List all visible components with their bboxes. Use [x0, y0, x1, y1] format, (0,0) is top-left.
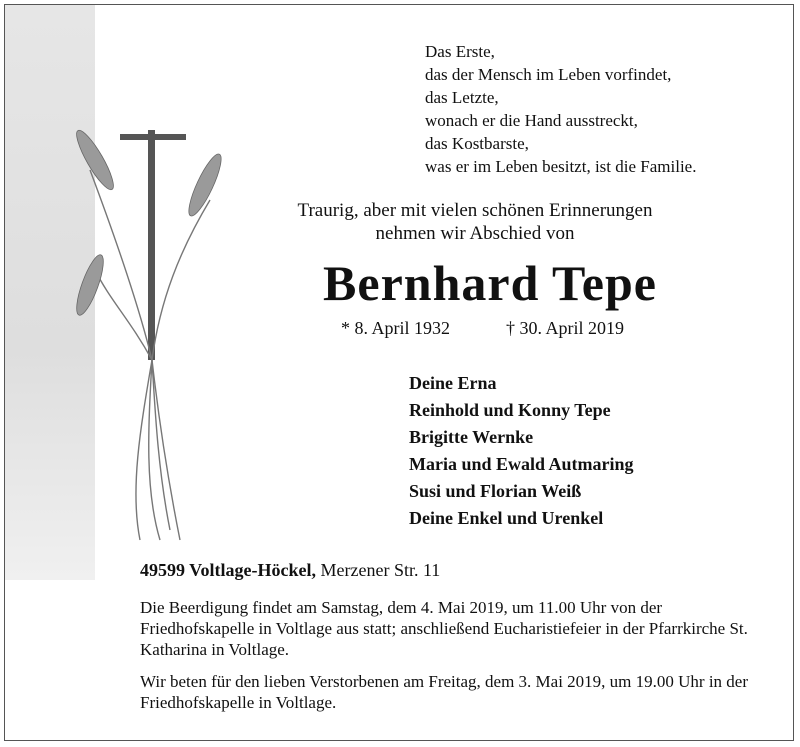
- poem-line: wonach er die Hand ausstreckt,: [425, 111, 638, 130]
- address-city: 49599 Voltlage-Höckel,: [140, 560, 316, 580]
- poem-line: das Kostbarste,: [425, 134, 529, 153]
- family-member: Susi und Florian Weiß: [409, 481, 582, 501]
- poem-line: das Letzte,: [425, 88, 499, 107]
- intro-line-2: nehmen wir Abschied von: [375, 223, 575, 244]
- poem: [425, 40, 696, 178]
- deceased-name: Bernhard Tepe: [323, 255, 657, 311]
- poem-line: was er im Leben besitzt, ist die Familie.: [425, 157, 697, 176]
- family-member: Maria und Ewald Autmaring: [409, 454, 634, 474]
- prayer-text: Wir beten für den lieben Verstorbenen am Freitag, dem 3. Mai 2019, um 19.00 Uhr in der Friedhofskapelle in Voltlage.: [140, 672, 749, 712]
- death-date: † 30. April 2019: [506, 318, 625, 338]
- intro-line-1: Traurig, aber mit vielen schönen Erinnerungen: [297, 200, 653, 221]
- family-member: Brigitte Wernke: [409, 427, 534, 447]
- birth-date: * 8. April 1932: [341, 318, 451, 338]
- address-street: Merzener Str. 11: [320, 560, 441, 580]
- funeral-text: Die Beerdigung findet am Samstag, dem 4. Mai 2019, um 11.00 Uhr von der Friedhofskapelle in Voltlage aus statt; anschließend Eucharistiefeier in der Pfarrkirche St. Katharina in Voltlage.: [140, 598, 748, 659]
- intro-text: [250, 199, 700, 245]
- family-member: Deine Enkel und Urenkel: [409, 508, 604, 528]
- family-member: Deine Erna: [409, 373, 497, 393]
- cross-wheat-illustration: [40, 110, 240, 560]
- address: [140, 560, 440, 581]
- family-list: [409, 370, 634, 532]
- poem-line: Das Erste,: [425, 42, 495, 61]
- family-member: Reinhold und Konny Tepe: [409, 400, 611, 420]
- poem-line: das der Mensch im Leben vorfindet,: [425, 65, 672, 84]
